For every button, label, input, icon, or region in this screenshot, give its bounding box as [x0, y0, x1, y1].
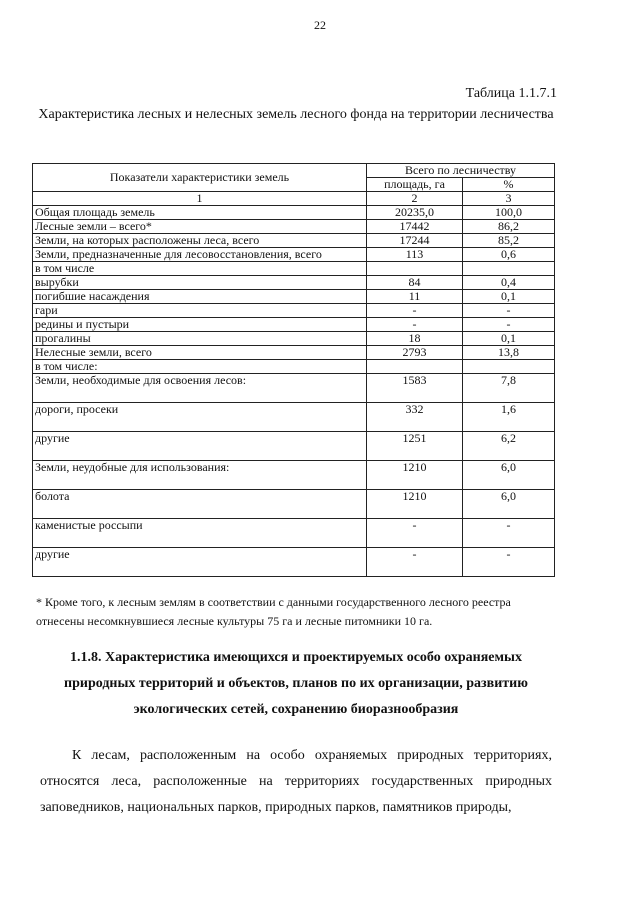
row-area: 1251 [367, 432, 463, 461]
row-percent: - [463, 304, 555, 318]
row-percent: 0,4 [463, 276, 555, 290]
row-percent: - [463, 318, 555, 332]
row-area: 113 [367, 248, 463, 262]
table-row [33, 519, 555, 548]
table-title: Характеристика лесных и нелесных земель лесного фонда на территории лесничества [38, 107, 554, 122]
header-area: площадь, га [367, 178, 463, 192]
row-percent: 0,6 [463, 248, 555, 262]
row-percent: 86,2 [463, 220, 555, 234]
page-number: 22 [314, 18, 326, 32]
table-row [33, 290, 555, 304]
row-label: в том числе [33, 262, 367, 276]
table-row [33, 262, 555, 276]
row-percent: - [463, 548, 555, 577]
table-row [33, 332, 555, 346]
row-area: 1210 [367, 490, 463, 519]
row-label: Земли, неудобные для использования: [33, 461, 367, 490]
row-area: - [367, 318, 463, 332]
row-label: Нелесные земли, всего [33, 346, 367, 360]
row-area [367, 360, 463, 374]
table-row [33, 432, 555, 461]
table-row [33, 220, 555, 234]
header-indicators: Показатели характеристики земель [33, 164, 367, 192]
table-row [33, 360, 555, 374]
row-percent: 13,8 [463, 346, 555, 360]
table-id: Таблица 1.1.7.1 [465, 86, 557, 101]
row-area: - [367, 519, 463, 548]
row-label: гари [33, 304, 367, 318]
row-area: 18 [367, 332, 463, 346]
row-percent: 0,1 [463, 332, 555, 346]
row-label: погибшие насаждения [33, 290, 367, 304]
row-label: болота [33, 490, 367, 519]
row-label: дороги, просеки [33, 403, 367, 432]
table-row [33, 304, 555, 318]
row-label: Земли, предназначенные для лесовосстановления, всего [33, 248, 367, 262]
row-area: 17442 [367, 220, 463, 234]
row-label: другие [33, 548, 367, 577]
table-row [33, 248, 555, 262]
row-label: в том числе: [33, 360, 367, 374]
row-label: каменистые россыпи [33, 519, 367, 548]
header-col-number-3: 3 [463, 192, 555, 206]
row-area: - [367, 304, 463, 318]
header-total: Всего по лесничеству [367, 164, 555, 178]
row-area [367, 262, 463, 276]
section-heading: 1.1.8. Характеристика имеющихся и проектируемых особо охраняемых природных территорий и объектов, планов по их организации, развитию экологических сетей, сохранению биоразнообразия [64, 650, 528, 717]
row-area: 1583 [367, 374, 463, 403]
row-label: редины и пустыри [33, 318, 367, 332]
row-percent: 1,6 [463, 403, 555, 432]
row-area: 332 [367, 403, 463, 432]
header-col-number-2: 2 [367, 192, 463, 206]
row-label: Лесные земли – всего* [33, 220, 367, 234]
table-row [33, 548, 555, 577]
table-row [33, 234, 555, 248]
table-row [33, 206, 555, 220]
table-row [33, 374, 555, 403]
row-area: 84 [367, 276, 463, 290]
table-row [33, 318, 555, 332]
land-characteristics-table [32, 163, 555, 577]
row-percent: 6,0 [463, 490, 555, 519]
row-percent: 85,2 [463, 234, 555, 248]
table-row [33, 403, 555, 432]
body-paragraph: К лесам, расположенным на особо охраняемых природных территориях, относятся леса, расположенные на территориях государственных природных заповедников, национальных парков, природных парков, памятников природы, [40, 748, 552, 815]
row-label: Общая площадь земель [33, 206, 367, 220]
row-area: 11 [367, 290, 463, 304]
table-row [33, 461, 555, 490]
row-percent [463, 262, 555, 276]
row-label: другие [33, 432, 367, 461]
row-percent: 6,2 [463, 432, 555, 461]
row-area: 1210 [367, 461, 463, 490]
row-label: Земли, необходимые для освоения лесов: [33, 374, 367, 403]
row-percent: 7,8 [463, 374, 555, 403]
table-footnote: * Кроме того, к лесным землям в соответствии с данными государственного лесного реестра отнесены несомкнувшиеся лесные культуры 75 га и лесные питомники 10 га. [36, 595, 511, 628]
table-row [33, 346, 555, 360]
row-area: 2793 [367, 346, 463, 360]
row-percent: - [463, 519, 555, 548]
table-row [33, 276, 555, 290]
row-percent: 6,0 [463, 461, 555, 490]
row-label: Земли, на которых расположены леса, всего [33, 234, 367, 248]
table-row [33, 490, 555, 519]
row-area: 17244 [367, 234, 463, 248]
header-col-number-1: 1 [33, 192, 367, 206]
row-percent [463, 360, 555, 374]
row-area: - [367, 548, 463, 577]
row-percent: 0,1 [463, 290, 555, 304]
row-label: вырубки [33, 276, 367, 290]
row-area: 20235,0 [367, 206, 463, 220]
row-label: прогалины [33, 332, 367, 346]
row-percent: 100,0 [463, 206, 555, 220]
header-percent: % [463, 178, 555, 192]
